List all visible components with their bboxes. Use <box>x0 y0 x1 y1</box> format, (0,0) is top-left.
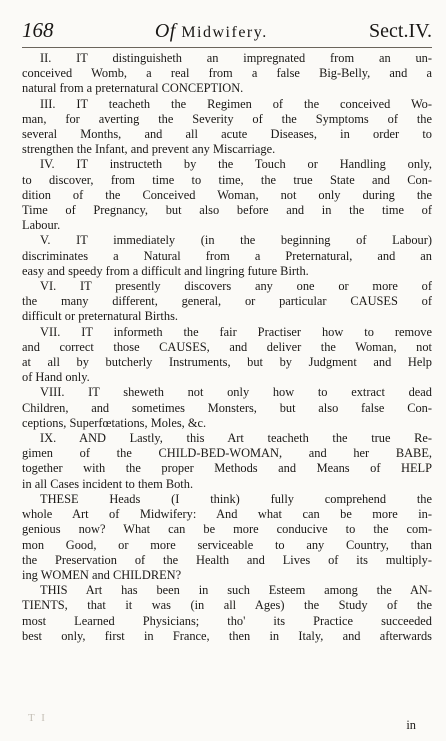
running-title-of: Of <box>154 20 176 42</box>
text-line: gimen of the CHILD-BED-WOMAN, and her BABE, <box>22 446 432 461</box>
text-line: Children, and sometimes Monsters, but also false Con- <box>22 400 432 415</box>
text-line: at all by butcherly Instruments, but by Judgment and Help <box>22 355 432 370</box>
paragraph <box>22 583 432 644</box>
text-line: easy and speedy from a difficult and lingring future Birth. <box>22 263 309 278</box>
page-number: 168 <box>22 18 54 42</box>
running-title <box>155 19 268 45</box>
text-line: TIENTS, that it was (in all Ages) the Study of the <box>22 598 432 613</box>
text-line: ceptions, Superfœtations, Moles, &c. <box>22 415 207 430</box>
text-line: to discover, from time to time, the true State and Con- <box>22 172 432 187</box>
catchword: in <box>406 718 416 732</box>
text-line: ing WOMEN and CHILDREN? <box>22 567 182 582</box>
text-line: difficult or preternatural Births. <box>22 309 178 324</box>
text-line: VI. IT presently discovers any one or more of <box>40 279 432 294</box>
text-line: whole Art of Midwifery: And what can be more in- <box>22 507 432 522</box>
text-line: dition of the Conceived Woman, not only during the <box>22 187 432 202</box>
paragraph <box>22 51 432 97</box>
text-line: Time of Pregnancy, but also before and in the time of <box>22 203 432 218</box>
text-line: natural from a preternatural CONCEPTION. <box>22 81 244 96</box>
paragraph <box>22 97 432 158</box>
text-line: several Months, and all acute Diseases, in order to <box>22 127 432 142</box>
text-line: discriminates a Natural from a Preternatural, and an <box>22 248 432 263</box>
paragraph <box>22 431 432 492</box>
text-line: Labour. <box>22 218 61 233</box>
text-line: best only, first in France, then in Italy, and afterwards <box>22 628 432 643</box>
text-line: the Preservation of the Health and Lives of its multiply- <box>22 552 432 567</box>
text-line: VII. IT informeth the fair Practiser how to remove <box>40 324 432 339</box>
text-line: of Hand only. <box>22 370 90 385</box>
text-line: THIS Art has been in such Esteem among the AN- <box>40 583 432 598</box>
text-line: VIII. IT sheweth not only how to extract dead <box>40 385 432 400</box>
header-rule <box>22 47 432 48</box>
text-line: V. IT immediately (in the beginning of Labour) <box>40 233 432 248</box>
text-line: in all Cases incident to them Both. <box>22 476 194 491</box>
text-line: conceived Womb, a real from a false Big-Belly, and a <box>22 66 432 81</box>
paragraph <box>22 385 432 431</box>
text-line: IX. AND Lastly, this Art teacheth the true Re- <box>40 431 432 446</box>
text-line: THESE Heads (I think) fully comprehend the <box>40 491 432 506</box>
text-line: IV. IT instructeth by the Touch or Handling only, <box>40 157 432 172</box>
text-line: strengthen the Infant, and prevent any Miscarriage. <box>22 142 276 157</box>
text-line: and correct those CAUSES, and deliver the Woman, not <box>22 339 432 354</box>
section-label: Sect.IV. <box>369 20 432 42</box>
paragraph <box>22 279 432 325</box>
text-line: mon Good, or more serviceable to any Country, than <box>22 537 432 552</box>
text-line: genious now? What can be more conducive to the com- <box>22 522 432 537</box>
text-line: together with the proper Methods and Means of HELP <box>22 461 432 476</box>
paragraph <box>22 325 432 386</box>
body-text <box>22 51 432 644</box>
signature-mark: T I <box>28 712 47 724</box>
text-line: man, for averting the Severity of the Symptoms of the <box>22 111 432 126</box>
paragraph <box>22 157 432 233</box>
running-header <box>22 18 432 45</box>
paragraph <box>22 233 432 279</box>
text-line: III. IT teacheth the Regimen of the conceived Wo- <box>40 96 432 111</box>
paragraph <box>22 492 432 583</box>
text-line: most Learned Physicians; tho' its Practice succeeded <box>22 613 432 628</box>
text-line: II. IT distinguisheth an impregnated from an un- <box>40 51 432 65</box>
text-line: the many different, general, or particular CAUSES of <box>22 294 432 309</box>
running-title-main: Midwifery. <box>181 24 268 41</box>
